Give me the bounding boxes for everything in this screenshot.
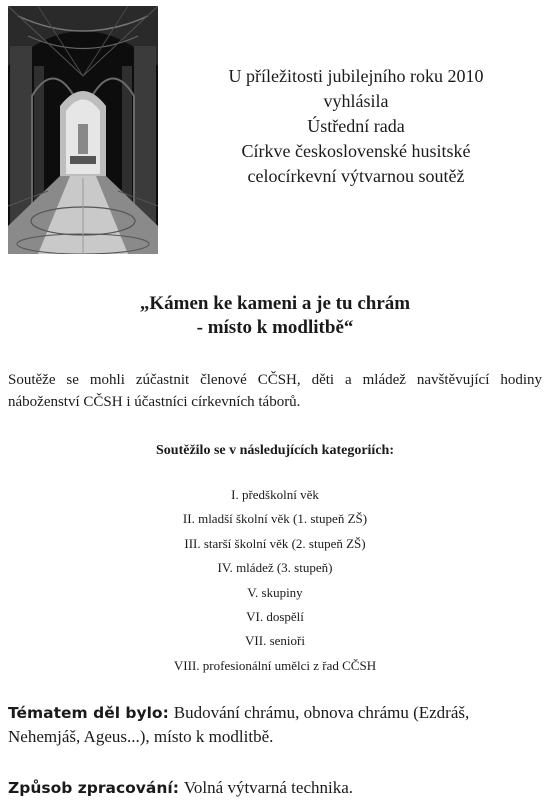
intro-line: Církve československé husitské bbox=[241, 141, 471, 161]
method-section bbox=[8, 776, 542, 800]
intro-line: celocírkevní výtvarnou soutěž bbox=[247, 166, 465, 186]
theme-label: Tématem děl bylo: bbox=[8, 704, 169, 722]
title-line: - místo k modlitbě“ bbox=[196, 317, 354, 338]
categories-list bbox=[0, 483, 550, 678]
eligibility-paragraph: Soutěže se mohli zúčastnit členové CČSH, děti a mládež navštěvující hodiny náboženství CČSH i účastníci církevních táborů. bbox=[8, 372, 542, 410]
church-nave-image bbox=[8, 6, 158, 254]
categories-heading: Soutěžilo se v následujících kategoriích: bbox=[156, 443, 394, 458]
category-item: IV. mládež (3. stupeň) bbox=[217, 560, 333, 576]
theme-value: Budování chrámu, obnova chrámu (Ezdráš, Nehemjáš, Ageus...), místo k modlitbě. bbox=[8, 703, 470, 746]
category-item: II. mladší školní věk (1. stupeň ZŠ) bbox=[182, 511, 368, 527]
category-item: VII. senioři bbox=[245, 633, 305, 649]
intro-line: Ústřední rada bbox=[307, 116, 405, 136]
category-item: I. předškolní věk bbox=[231, 487, 319, 502]
category-item: VI. dospělí bbox=[246, 609, 304, 625]
intro-block bbox=[170, 64, 542, 189]
competition-title bbox=[0, 292, 550, 340]
method-label: Způsob zpracování: bbox=[8, 779, 179, 797]
method-value: Volná výtvarná technika. bbox=[183, 778, 354, 797]
title-line: „Kámen ke kameni a je tu chrám bbox=[139, 293, 411, 314]
theme-section bbox=[8, 701, 542, 749]
category-item: III. starší školní věk (2. stupeň ZŠ) bbox=[184, 535, 366, 551]
category-item: VIII. profesionální umělci z řad CČSH bbox=[173, 657, 377, 673]
intro-line: vyhlásila bbox=[323, 91, 389, 111]
intro-line: U příležitosti jubilejního roku 2010 bbox=[228, 66, 484, 86]
category-item: V. skupiny bbox=[247, 584, 303, 600]
church-interior-photo bbox=[8, 6, 158, 254]
